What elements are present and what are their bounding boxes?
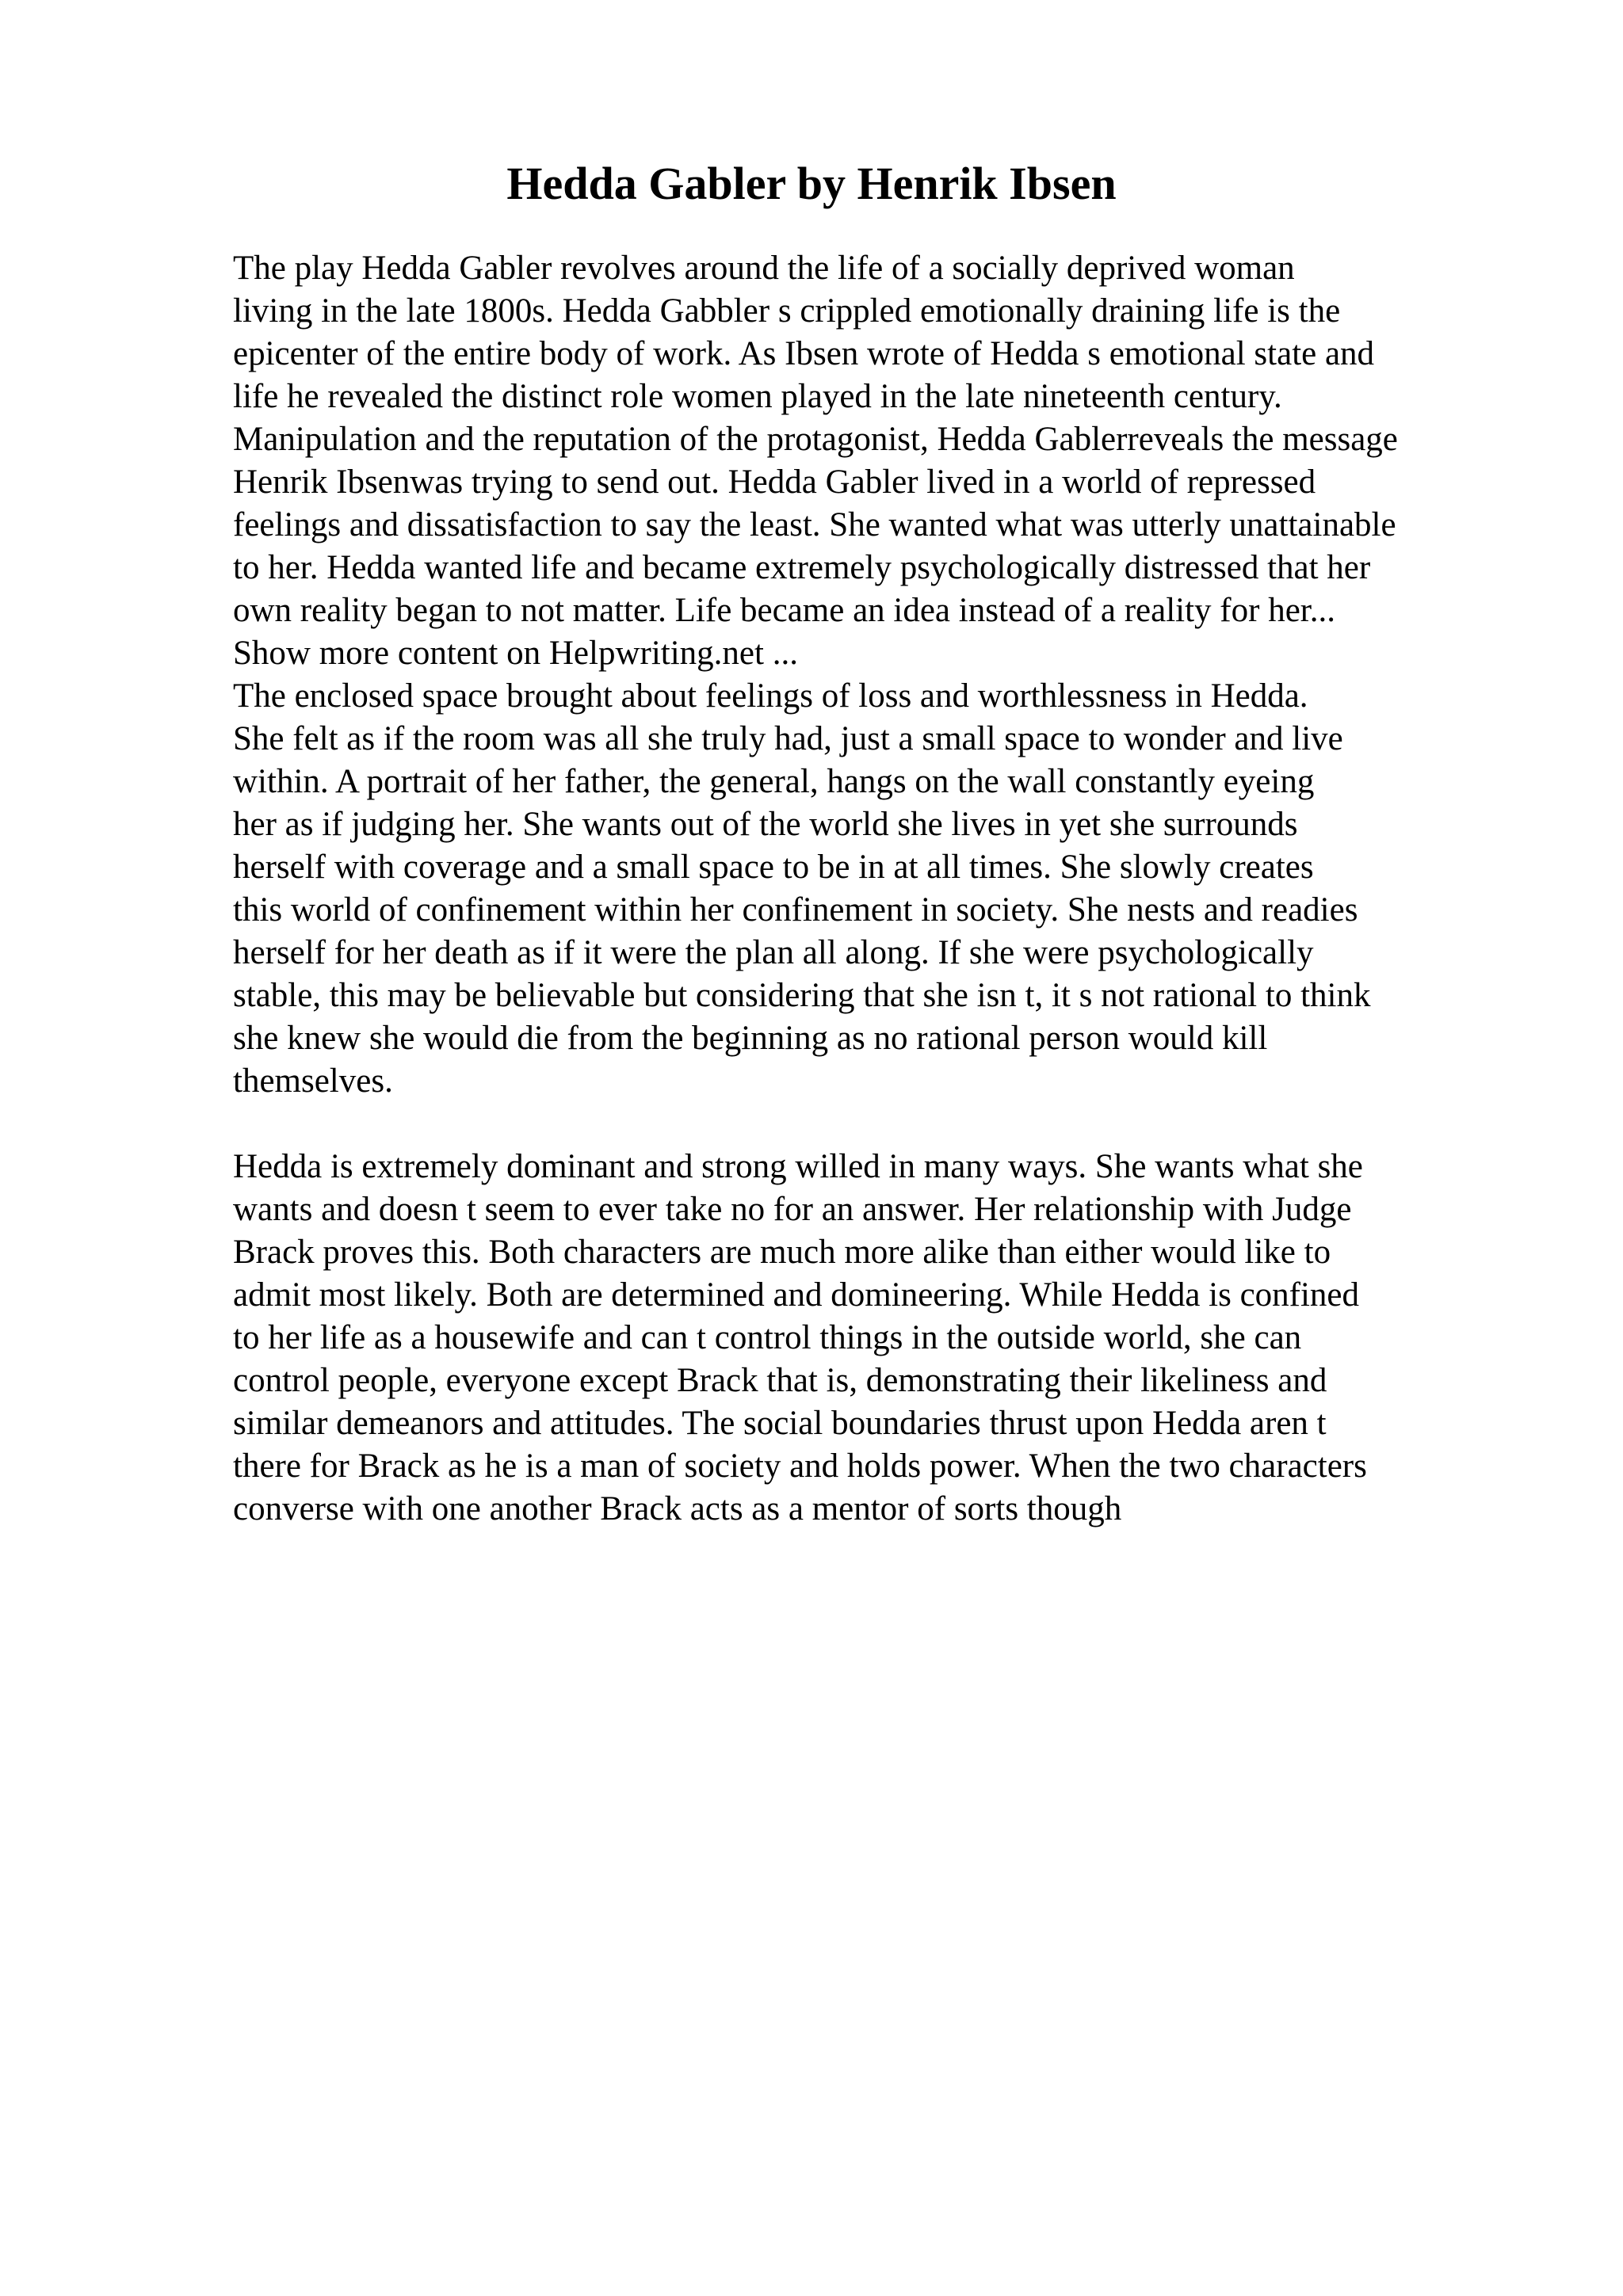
text-line: her as if judging her. She wants out of the world she lives in yet she surrounds — [233, 806, 1298, 843]
show-more-link[interactable]: Show more content on Helpwriting.net ... — [233, 635, 798, 672]
document-title: Hedda Gabler by Henrik Ibsen — [506, 158, 1117, 209]
paragraph-spacer — [233, 1103, 1580, 1146]
text-line: The enclosed space brought about feelings of loss and worthlessness in Hedda. — [233, 677, 1308, 715]
text-line: to her. Hedda wanted life and became extremely psychologically distressed that her — [233, 549, 1371, 586]
text-line: stable, this may be believable but considering that she isn t, it s not rational to think — [233, 977, 1371, 1014]
text-line: herself for her death as if it were the plan all along. If she were psychologically — [233, 934, 1314, 971]
text-line: life he revealed the distinct role women played in the late nineteenth century. — [233, 378, 1282, 415]
text-line: admit most likely. Both are determined and domineering. While Hedda is confined — [233, 1276, 1360, 1314]
paragraph-1 — [233, 247, 1580, 675]
text-line: to her life as a housewife and can t control things in the outside world, she can — [233, 1319, 1302, 1356]
text-line: Hedda is extremely dominant and strong willed in many ways. She wants what she — [233, 1148, 1363, 1185]
text-line: wants and doesn t seem to ever take no for an answer. Her relationship with Judge — [233, 1191, 1352, 1228]
paragraph-3 — [233, 1146, 1580, 1531]
text-line: there for Brack as he is a man of society and holds power. When the two characters — [233, 1447, 1367, 1485]
text-line: Henrik Ibsenwas trying to send out. Hedda Gabler lived in a world of repressed — [233, 463, 1316, 501]
text-line: herself with coverage and a small space to be in at all times. She slowly creates — [233, 849, 1314, 886]
text-line: this world of confinement within her confinement in society. She nests and readies — [233, 891, 1358, 929]
text-line: she knew she would die from the beginning as no rational person would kill — [233, 1020, 1268, 1057]
text-line: feelings and dissatisfaction to say the least. She wanted what was utterly unattainable — [233, 506, 1396, 543]
paragraph-2 — [233, 675, 1580, 1103]
text-line: similar demeanors and attitudes. The social boundaries thrust upon Hedda aren t — [233, 1405, 1327, 1442]
document-body — [233, 247, 1580, 1531]
text-line: Manipulation and the reputation of the protagonist, Hedda Gablerreveals the message — [233, 421, 1398, 458]
text-line: within. A portrait of her father, the general, hangs on the wall constantly eyeing — [233, 763, 1315, 800]
text-line: control people, everyone except Brack that is, demonstrating their likeliness and — [233, 1362, 1327, 1399]
text-line: The play Hedda Gabler revolves around the life of a socially deprived woman — [233, 250, 1295, 287]
text-line: Brack proves this. Both characters are much more alike than either would like to — [233, 1234, 1331, 1271]
text-line: epicenter of the entire body of work. As Ibsen wrote of Hedda s emotional state and — [233, 335, 1375, 372]
text-line: living in the late 1800s. Hedda Gabbler s crippled emotionally draining life is the — [233, 292, 1341, 330]
text-line: She felt as if the room was all she truly had, just a small space to wonder and live — [233, 720, 1343, 757]
text-line: converse with one another Brack acts as a mentor of sorts though — [233, 1490, 1122, 1527]
text-line: themselves. — [233, 1062, 393, 1100]
text-line: own reality began to not matter. Life became an idea instead of a reality for her... — [233, 592, 1335, 629]
